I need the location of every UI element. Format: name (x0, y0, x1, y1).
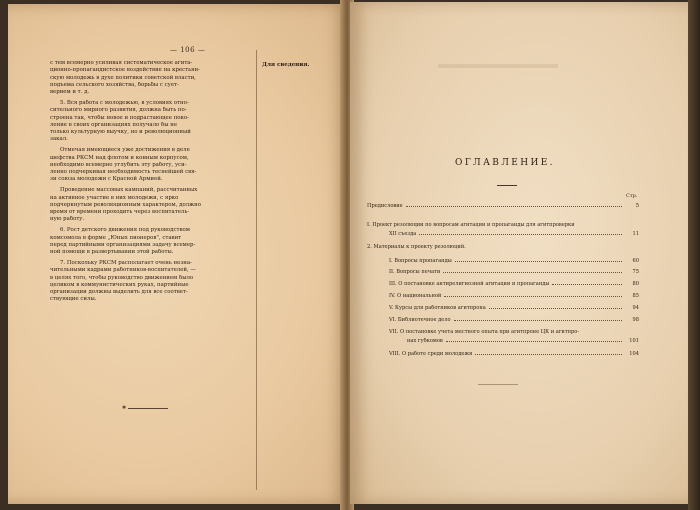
text-line: 5. Вся работа с молодежью, в условиях отно- (60, 99, 189, 106)
text-line: закал. (50, 136, 68, 143)
toc-entry-label: XII съезда (389, 231, 417, 237)
text-line: ствующие силы. (50, 296, 97, 303)
leader-dots (455, 256, 622, 262)
text-line: комсомола в форме „Юных пионеров", ставит (50, 234, 182, 241)
margin-note: Для сведения. (262, 62, 310, 68)
faded-print-mark (438, 64, 558, 68)
toc-entry-label: V. Курсы для работников агитпрона (389, 305, 486, 311)
text-line: ленно подчеркивая необходимость теснейшей свя- (50, 169, 197, 176)
toc-entry-label: VI. Библиотечное дело (389, 317, 451, 323)
text-line: подъема сельского хозяйства, борьбы с сует- (50, 81, 179, 88)
toc-entry-page: 5 (635, 203, 639, 209)
toc-entry (367, 256, 639, 263)
toc-entry (367, 267, 639, 274)
toc-entry (367, 291, 639, 298)
toc-entry-page: 80 (632, 281, 639, 287)
toc-entry (367, 329, 639, 336)
page-number: — 106 — (170, 46, 206, 54)
text-line: скую молодежь в духе политики советской власти, (50, 74, 196, 81)
leader-dots (454, 315, 622, 321)
end-asterisk-icon: ✱ (122, 405, 127, 411)
text-line: в целях того, чтобы руководство движением было (50, 274, 194, 281)
toc-entry-page: 101 (629, 338, 639, 344)
toc-entry-page: 94 (632, 305, 639, 311)
toc-entry-label: VII. О постановке учета местного опыта при агитпроне ЦК и агитпро- (389, 329, 580, 335)
toc-entry (367, 349, 639, 356)
end-rule (128, 408, 168, 409)
text-line: только культурную выучку, но и революционный (50, 129, 191, 136)
leader-dots (444, 291, 622, 297)
leader-dots (443, 267, 622, 273)
body-text (50, 60, 250, 304)
margin-rule (256, 50, 257, 490)
text-line: перед партийными организациями задачу всемер- (50, 241, 196, 248)
toc-entry (367, 222, 639, 229)
right-page (350, 2, 690, 504)
text-line: ную работу. (50, 216, 85, 223)
toc-entry-label: III. О постановке антирелигиозной агитации и пропаганды (389, 281, 550, 287)
toc-entry (367, 336, 639, 343)
toc-entry (367, 279, 639, 286)
right-edge-shadow (688, 0, 700, 510)
leader-dots (406, 201, 622, 207)
text-line: с тем всемерно усиливая систематическое агита- (50, 60, 193, 66)
text-line: шефства РКСМ над флотом и конным корпусом, (50, 154, 189, 161)
text-line: строена так, чтобы новое и подрастающее поко- (50, 114, 189, 121)
text-line: необходимо всемерно углубить эту работу, уси- (50, 161, 187, 168)
text-line: ление в своих организациях получало бы не (50, 121, 178, 128)
toc-entry-page: 11 (632, 231, 639, 237)
toc-entry (367, 229, 639, 236)
page-column-label: Стр. (626, 193, 638, 199)
text-line: ционно-пропагандистское воздействие на крестьян- (50, 67, 200, 74)
toc-entry-label: нах губкомов (407, 338, 443, 344)
text-line: ной помощи в развертывании этой работы. (50, 249, 174, 256)
leader-dots (446, 336, 622, 342)
toc-entry-label: 2. Материалы к проекту резолюций. (367, 244, 466, 250)
toc-entry (367, 303, 639, 310)
toc-entry-label: VIII. О работе среди молодежи (389, 351, 473, 357)
leader-dots (419, 229, 622, 235)
leader-dots (489, 303, 622, 309)
toc-entry-label: IV. О национальной (389, 293, 442, 299)
text-line: чительными кадрами работников-воспитателей, — (50, 267, 196, 274)
toc-entry (367, 244, 639, 251)
toc-entry-label: II. Вопросы печати (389, 269, 441, 275)
text-line: сительного мирного развития, должна быть по- (50, 107, 187, 114)
text-line: зи союза молодежи с Красной Армией. (50, 176, 163, 183)
leader-dots (552, 279, 622, 285)
toc-entry-page: 85 (632, 293, 639, 299)
toc-entry (367, 201, 639, 208)
text-line: 7. Поскольку РКСМ располагает очень незна- (60, 259, 192, 266)
toc-entry-label: I. Вопросы пропаганды (389, 258, 452, 264)
leader-dots (475, 349, 622, 355)
text-line: подчеркнутым революционным характером, должно (50, 201, 201, 208)
toc-entry-page: 98 (632, 317, 639, 323)
text-line: 6. Рост детского движения под руководством (60, 227, 190, 234)
toc-entry-page: 75 (632, 269, 639, 275)
text-line: Проведение массовых кампаний, рассчитанных (60, 187, 198, 194)
text-line: целиком в коммунистических руках, партийные (50, 281, 189, 288)
toc-end-rule (478, 384, 518, 385)
text-line: организации должны выделить для все соответ- (50, 289, 188, 296)
toc-entry-page: 104 (629, 351, 639, 357)
toc-entry-label: I. Проект резолюции по вопросам агитации и пропаганды для агитпроверки (367, 222, 575, 228)
toc-title: ОГЛАВЛЕНИЕ. (455, 158, 555, 168)
toc-entry-page: 60 (632, 258, 639, 264)
text-line: время от времени проходить через воспитатель- (50, 209, 190, 216)
title-rule (497, 185, 517, 186)
toc-entry (367, 315, 639, 322)
toc-entry-label: Предисловие (367, 203, 403, 209)
text-line: Отмечая имеющиеся уже достижения в деле (60, 147, 190, 154)
text-line: верием и т. д. (50, 89, 90, 96)
text-line: на активное участие в них молодежи, с ярко (50, 194, 179, 201)
